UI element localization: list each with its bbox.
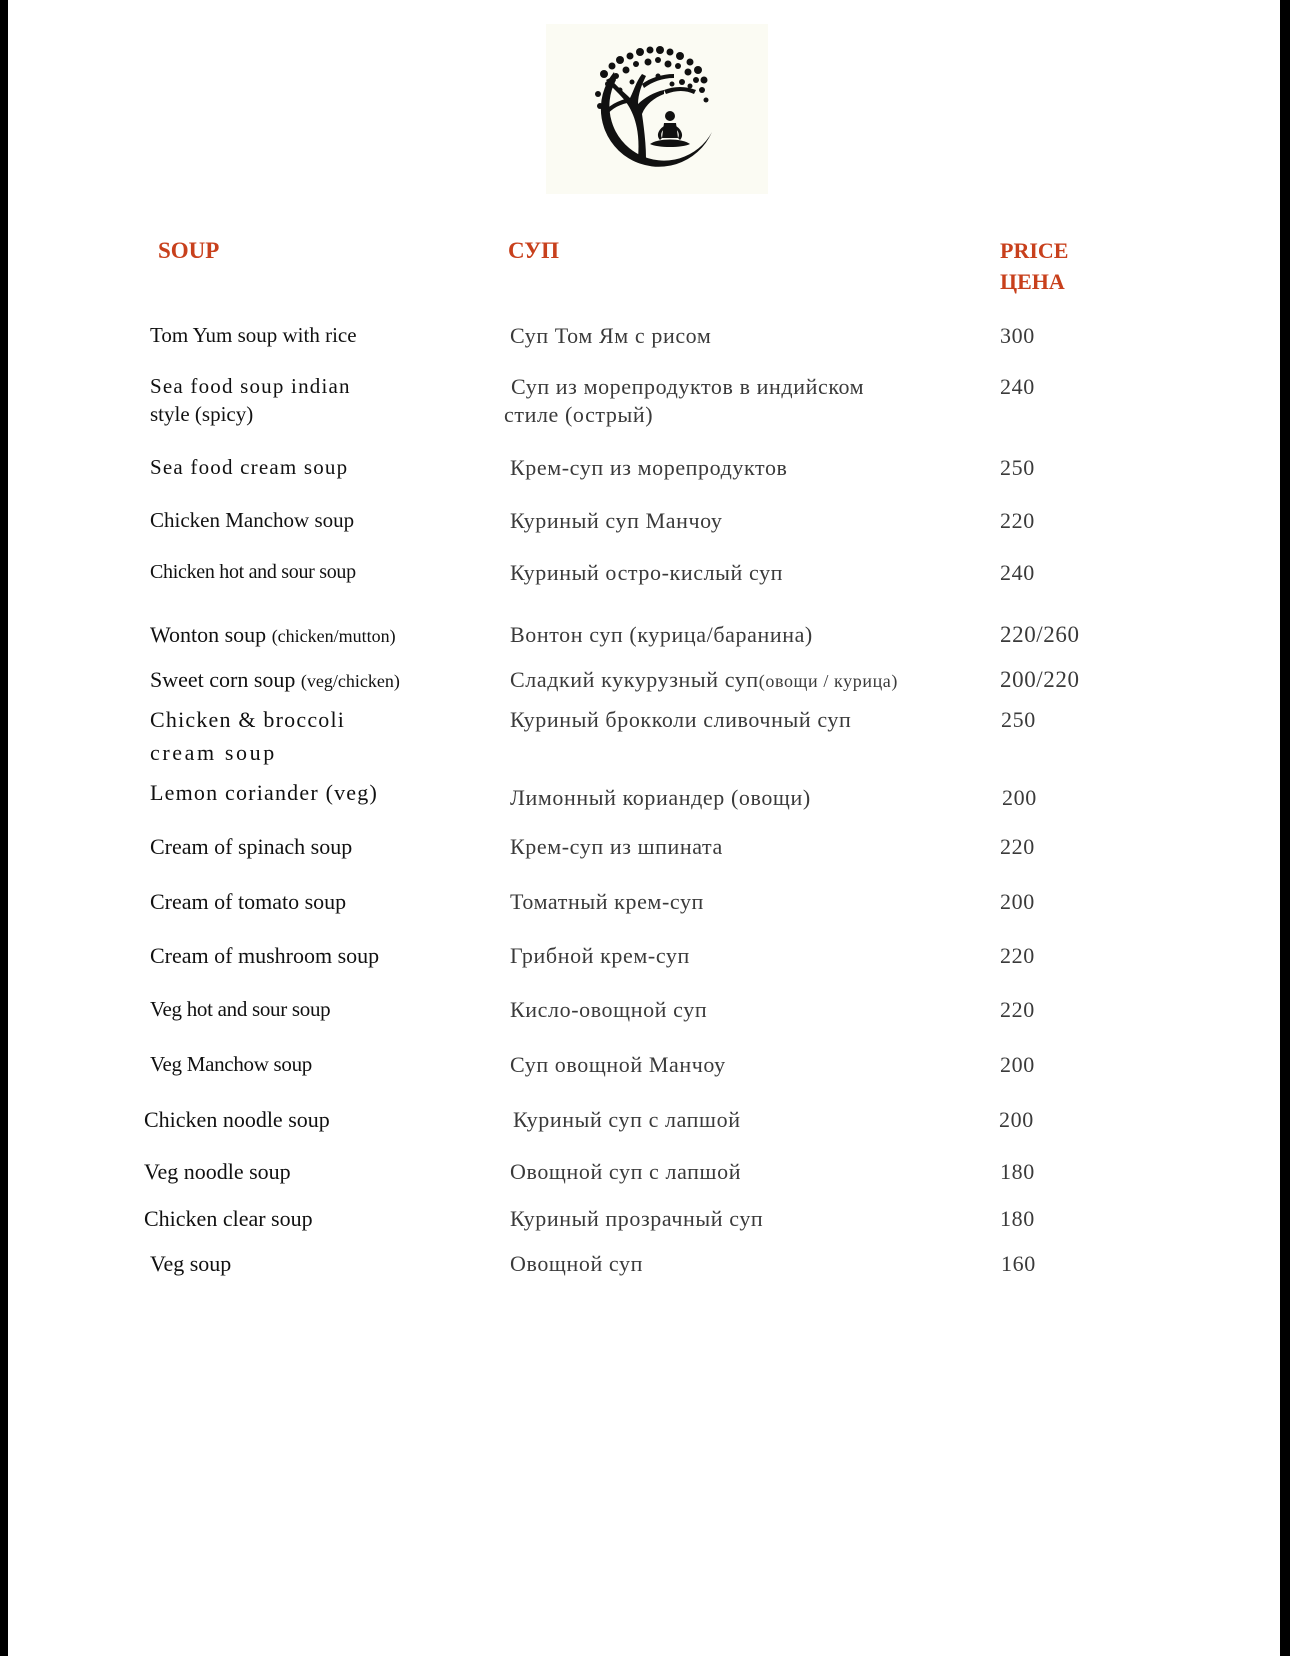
item-name-en-main: Wonton soup: [150, 622, 267, 647]
item-price: 220: [1000, 997, 1035, 1022]
item-name-en: Cream of spinach soup: [150, 834, 353, 859]
item-name-en: Chicken & broccoli: [150, 707, 346, 732]
header-soup: SOUP: [158, 238, 220, 263]
item-name-ru: Куриный суп Манчоу: [510, 508, 723, 533]
item-name-ru: Крем-суп из шпината: [510, 834, 723, 859]
header-price: PRICE: [1000, 238, 1069, 263]
item-name-en: [150, 665, 400, 696]
item-name-ru: Лимонный кориандер (овощи): [510, 785, 811, 810]
logo: [546, 24, 768, 194]
header-price-ru: ЦЕНА: [1000, 269, 1065, 294]
tree-of-life-meditation-icon: [546, 24, 768, 194]
item-name-en: Chicken Manchow soup: [150, 508, 355, 532]
item-name-en: style (spicy): [150, 402, 254, 426]
item-price: 250: [1001, 707, 1036, 732]
item-price: 200/220: [1000, 667, 1080, 692]
item-name-ru: Вонтон суп (курица/баранина): [510, 622, 813, 647]
item-name-en-note: (chicken/mutton): [271, 626, 396, 646]
item-price: 180: [1000, 1206, 1035, 1231]
item-name-en-main: Sweet corn soup: [150, 667, 296, 692]
header-sup-ru: СУП: [508, 238, 560, 263]
item-name-ru: Кисло-овощной суп: [510, 997, 708, 1022]
item-name-en: Veg noodle soup: [144, 1159, 291, 1184]
item-name-ru: Грибной крем-суп: [510, 943, 690, 968]
item-name-en: cream soup: [150, 740, 277, 765]
item-price: 160: [1001, 1251, 1036, 1276]
item-name-ru: Томатный крем-суп: [510, 889, 704, 914]
item-name-ru: Куриный брокколи сливочный суп: [510, 707, 852, 732]
item-name-en: Sea food cream soup: [150, 455, 349, 479]
item-price: 220/260: [1000, 622, 1080, 647]
item-price: 300: [1000, 323, 1035, 348]
item-price: 250: [1000, 455, 1035, 480]
item-name-ru: Овощной суп с лапшой: [510, 1159, 742, 1184]
item-price: 220: [1000, 508, 1035, 533]
item-name-ru: стиле (острый): [504, 402, 654, 427]
item-name-ru: Куриный суп с лапшой: [513, 1107, 741, 1132]
item-name-en: Chicken hot and sour soup: [150, 561, 356, 583]
item-name-ru-main: Сладкий кукурузный суп: [510, 667, 759, 692]
item-price: 200: [999, 1107, 1034, 1132]
item-name-ru: Овощной суп: [510, 1251, 643, 1276]
item-name-ru: Крем-суп из морепродуктов: [510, 455, 788, 480]
item-price: 180: [1000, 1159, 1035, 1184]
item-price: 200: [1000, 1052, 1035, 1077]
item-price: 240: [1000, 560, 1035, 585]
item-name-en: Cream of tomato soup: [150, 889, 347, 914]
item-name-ru: Куриный остро-кислый суп: [510, 560, 784, 585]
item-price: 200: [1002, 785, 1037, 810]
item-name-en: Chicken noodle soup: [144, 1107, 330, 1132]
item-price: 240: [1000, 374, 1035, 399]
item-name-ru: Куриный прозрачный суп: [510, 1206, 764, 1231]
item-name-en: Cream of mushroom soup: [150, 943, 380, 968]
item-name-ru: Суп овощной Манчоу: [510, 1052, 726, 1077]
item-name-en: Tom Yum soup with rice: [150, 323, 357, 347]
item-name-en: Chicken clear soup: [144, 1206, 313, 1231]
item-price: 220: [1000, 834, 1035, 859]
item-name-ru-note: (овощи / курица): [758, 671, 898, 691]
item-name-ru: Суп Том Ям с рисом: [510, 323, 712, 348]
item-name-ru: Суп из морепродуктов в индийском: [511, 374, 865, 399]
item-name-en: Veg Manchow soup: [150, 1052, 313, 1076]
item-name-en: Veg soup: [150, 1251, 232, 1276]
item-name-en: Veg hot and sour soup: [150, 997, 331, 1021]
menu-page: [8, 0, 1280, 1656]
item-name-en-note: (veg/chicken): [300, 671, 400, 691]
item-name-en: Sea food soup indian: [150, 374, 351, 398]
item-name-en: Lemon coriander (veg): [150, 780, 378, 805]
item-price: 220: [1000, 943, 1035, 968]
item-price: 200: [1000, 889, 1035, 914]
item-name-ru: [510, 665, 898, 696]
item-name-en: [150, 620, 396, 651]
